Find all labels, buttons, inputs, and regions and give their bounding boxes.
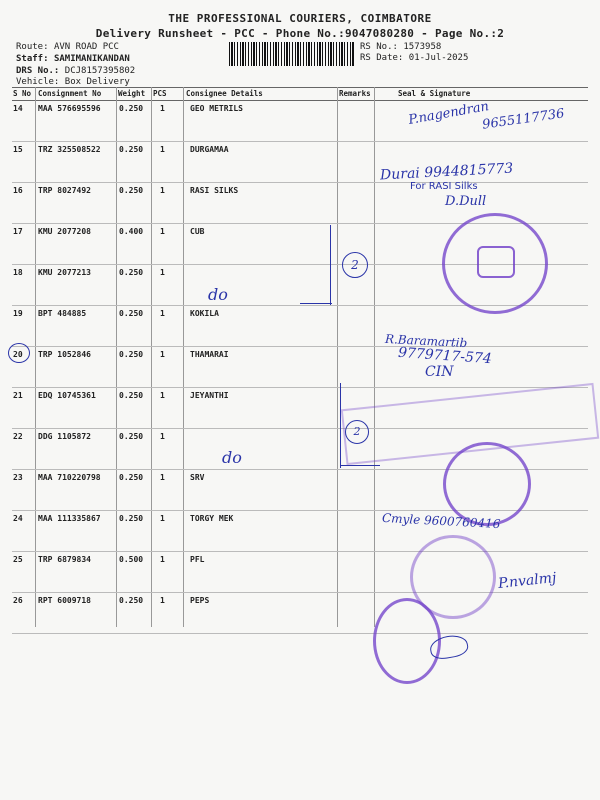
row-consignee: TORGY MEK [190,514,234,523]
table-row [12,344,588,388]
count-circle-mark: 2 [342,252,368,278]
col-header-weight: Weight [118,89,146,98]
row-weight: 0.500 [119,555,144,564]
row-pcs: 1 [160,186,165,195]
row-pcs: 1 [160,268,165,277]
count-circle-mark: 2 [345,420,369,444]
signature-row25: P.nvalmj [497,569,558,593]
row-consignment-no: DDG 1105872 [38,432,91,441]
row-pcs: 1 [160,555,165,564]
signature-row14-phone: 9655117736 [481,106,566,133]
row-consignee: RASI SILKS [190,186,239,195]
row-consignment-no: KMU 2077208 [38,227,91,236]
signature-row20-name: R.Baramartib [384,331,468,351]
col-header-consignee: Consignee Details [186,89,263,98]
col-header-remarks: Remarks [339,89,371,98]
row-pcs: 1 [160,391,165,400]
row-sno: 20 [13,350,23,359]
col-header-pcs: PCS [153,89,167,98]
col-header-seal: Seal & Signature [398,89,471,98]
signature-row16-name: Durai 9944815773 [379,160,514,184]
signature-row20-phone: 9779717-574 [397,344,493,368]
row-consignment-no: MAA 576695596 [38,104,101,113]
valves-stamp-image [443,442,531,526]
row-pcs: 1 [160,432,165,441]
row-consignment-no: MAA 111335867 [38,514,101,523]
row-sno: 17 [13,227,23,236]
row-consignment-no: BPT 484885 [38,309,87,318]
row-sno: 18 [13,268,23,277]
row-consignment-no: KMU 2077213 [38,268,91,277]
rs-date-line: RS Date: 01-Jul-2025 [360,53,469,63]
row-consignee: JEYANTHI [190,391,229,400]
row-weight: 0.250 [119,350,144,359]
row-pcs: 1 [160,145,165,154]
rs-no-line: RS No.: 1573958 [360,42,442,52]
row-consignee: CUB [190,227,205,236]
row-sno: 25 [13,555,23,564]
row-weight: 0.250 [119,432,144,441]
signature-row14-name: P.nagendran [407,99,491,128]
row-weight: 0.400 [119,227,144,236]
row-pcs: 1 [160,596,165,605]
row-sno: 16 [13,186,23,195]
signature-row24: Cmyle 9600760416 [381,510,501,532]
row-consignee: THAMARAI [190,350,229,359]
row-pcs: 1 [160,473,165,482]
row-sno: 26 [13,596,23,605]
signature-row16-for: For RASI Silks [410,181,478,192]
row-consignee: KOKILA [190,309,219,318]
barcode-image [229,42,355,66]
row-divider [12,633,588,634]
ditto-mark-row18: do [208,285,228,304]
rs-no-value: 1573958 [403,42,442,52]
row-consignment-no: TRP 6879834 [38,555,91,564]
cub-stamp-image [442,213,548,314]
row-consignee: PEPS [190,596,210,605]
row-weight: 0.250 [119,514,144,523]
row-pcs: 1 [160,104,165,113]
row-consignment-no: TRP 8027492 [38,186,91,195]
row-consignee: SRV [190,473,205,482]
sno-circle-mark [8,343,30,363]
round-stamp-image [373,598,441,684]
table-row [12,593,588,634]
row-weight: 0.250 [119,145,144,154]
rs-date-value: 01-Jul-2025 [408,53,469,63]
row-consignment-no: EDQ 10745361 [38,391,96,400]
row-consignee: PFL [190,555,205,564]
vehicle-value: Box Delivery [64,77,130,87]
row-pcs: 1 [160,309,165,318]
signature-row20-cin: CIN [425,364,454,380]
row-sno: 14 [13,104,23,113]
staff-value: SAMIMANIKANDAN [53,54,130,64]
col-header-sno: S No [13,89,32,98]
bracket-line [340,383,341,468]
row-weight: 0.250 [119,104,144,113]
row-pcs: 1 [160,227,165,236]
row-pcs: 1 [160,514,165,523]
row-weight: 0.250 [119,391,144,400]
col-header-consignment: Consignment No [38,89,102,98]
row-consignee: DURGAMAA [190,145,229,154]
row-weight: 0.250 [119,473,144,482]
vehicle-line: Vehicle: Box Delivery [16,77,130,87]
row-sno: 21 [13,391,23,400]
row-consignment-no: MAA 710220798 [38,473,101,482]
row-sno: 24 [13,514,23,523]
row-pcs: 1 [160,350,165,359]
drs-value: DCJ8157395802 [64,66,136,76]
row-weight: 0.250 [119,268,144,277]
row-weight: 0.250 [119,596,144,605]
row-consignment-no: TRZ 325508522 [38,145,101,154]
row-sno: 15 [13,145,23,154]
route-line: Route: AVN ROAD PCC [16,42,119,52]
runsheet-subtitle: Delivery Runsheet - PCC - Phone No.:9047080280 - Page No.:2 [95,27,505,40]
signature-row16-initials: D.Dull [445,194,487,209]
ditto-mark-row22: do [222,448,242,467]
row-weight: 0.250 [119,186,144,195]
table-top-rule [12,87,588,88]
row-consignment-no: RPT 6009718 [38,596,91,605]
bracket-line [300,303,332,304]
drs-line: DRS No.: DCJ8157395802 [16,66,136,76]
row-sno: 19 [13,309,23,318]
row-sno: 22 [13,432,23,441]
row-weight: 0.250 [119,309,144,318]
row-sno: 23 [13,473,23,482]
route-value: AVN ROAD PCC [53,42,119,52]
row-consignee: GEO METRILS [190,104,243,113]
bracket-line [330,225,331,305]
staff-line: Staff: SAMIMANIKANDAN [16,54,130,64]
row-consignment-no: TRP 1052846 [38,350,91,359]
company-title: THE PROFESSIONAL COURIERS, COIMBATORE [168,12,432,25]
